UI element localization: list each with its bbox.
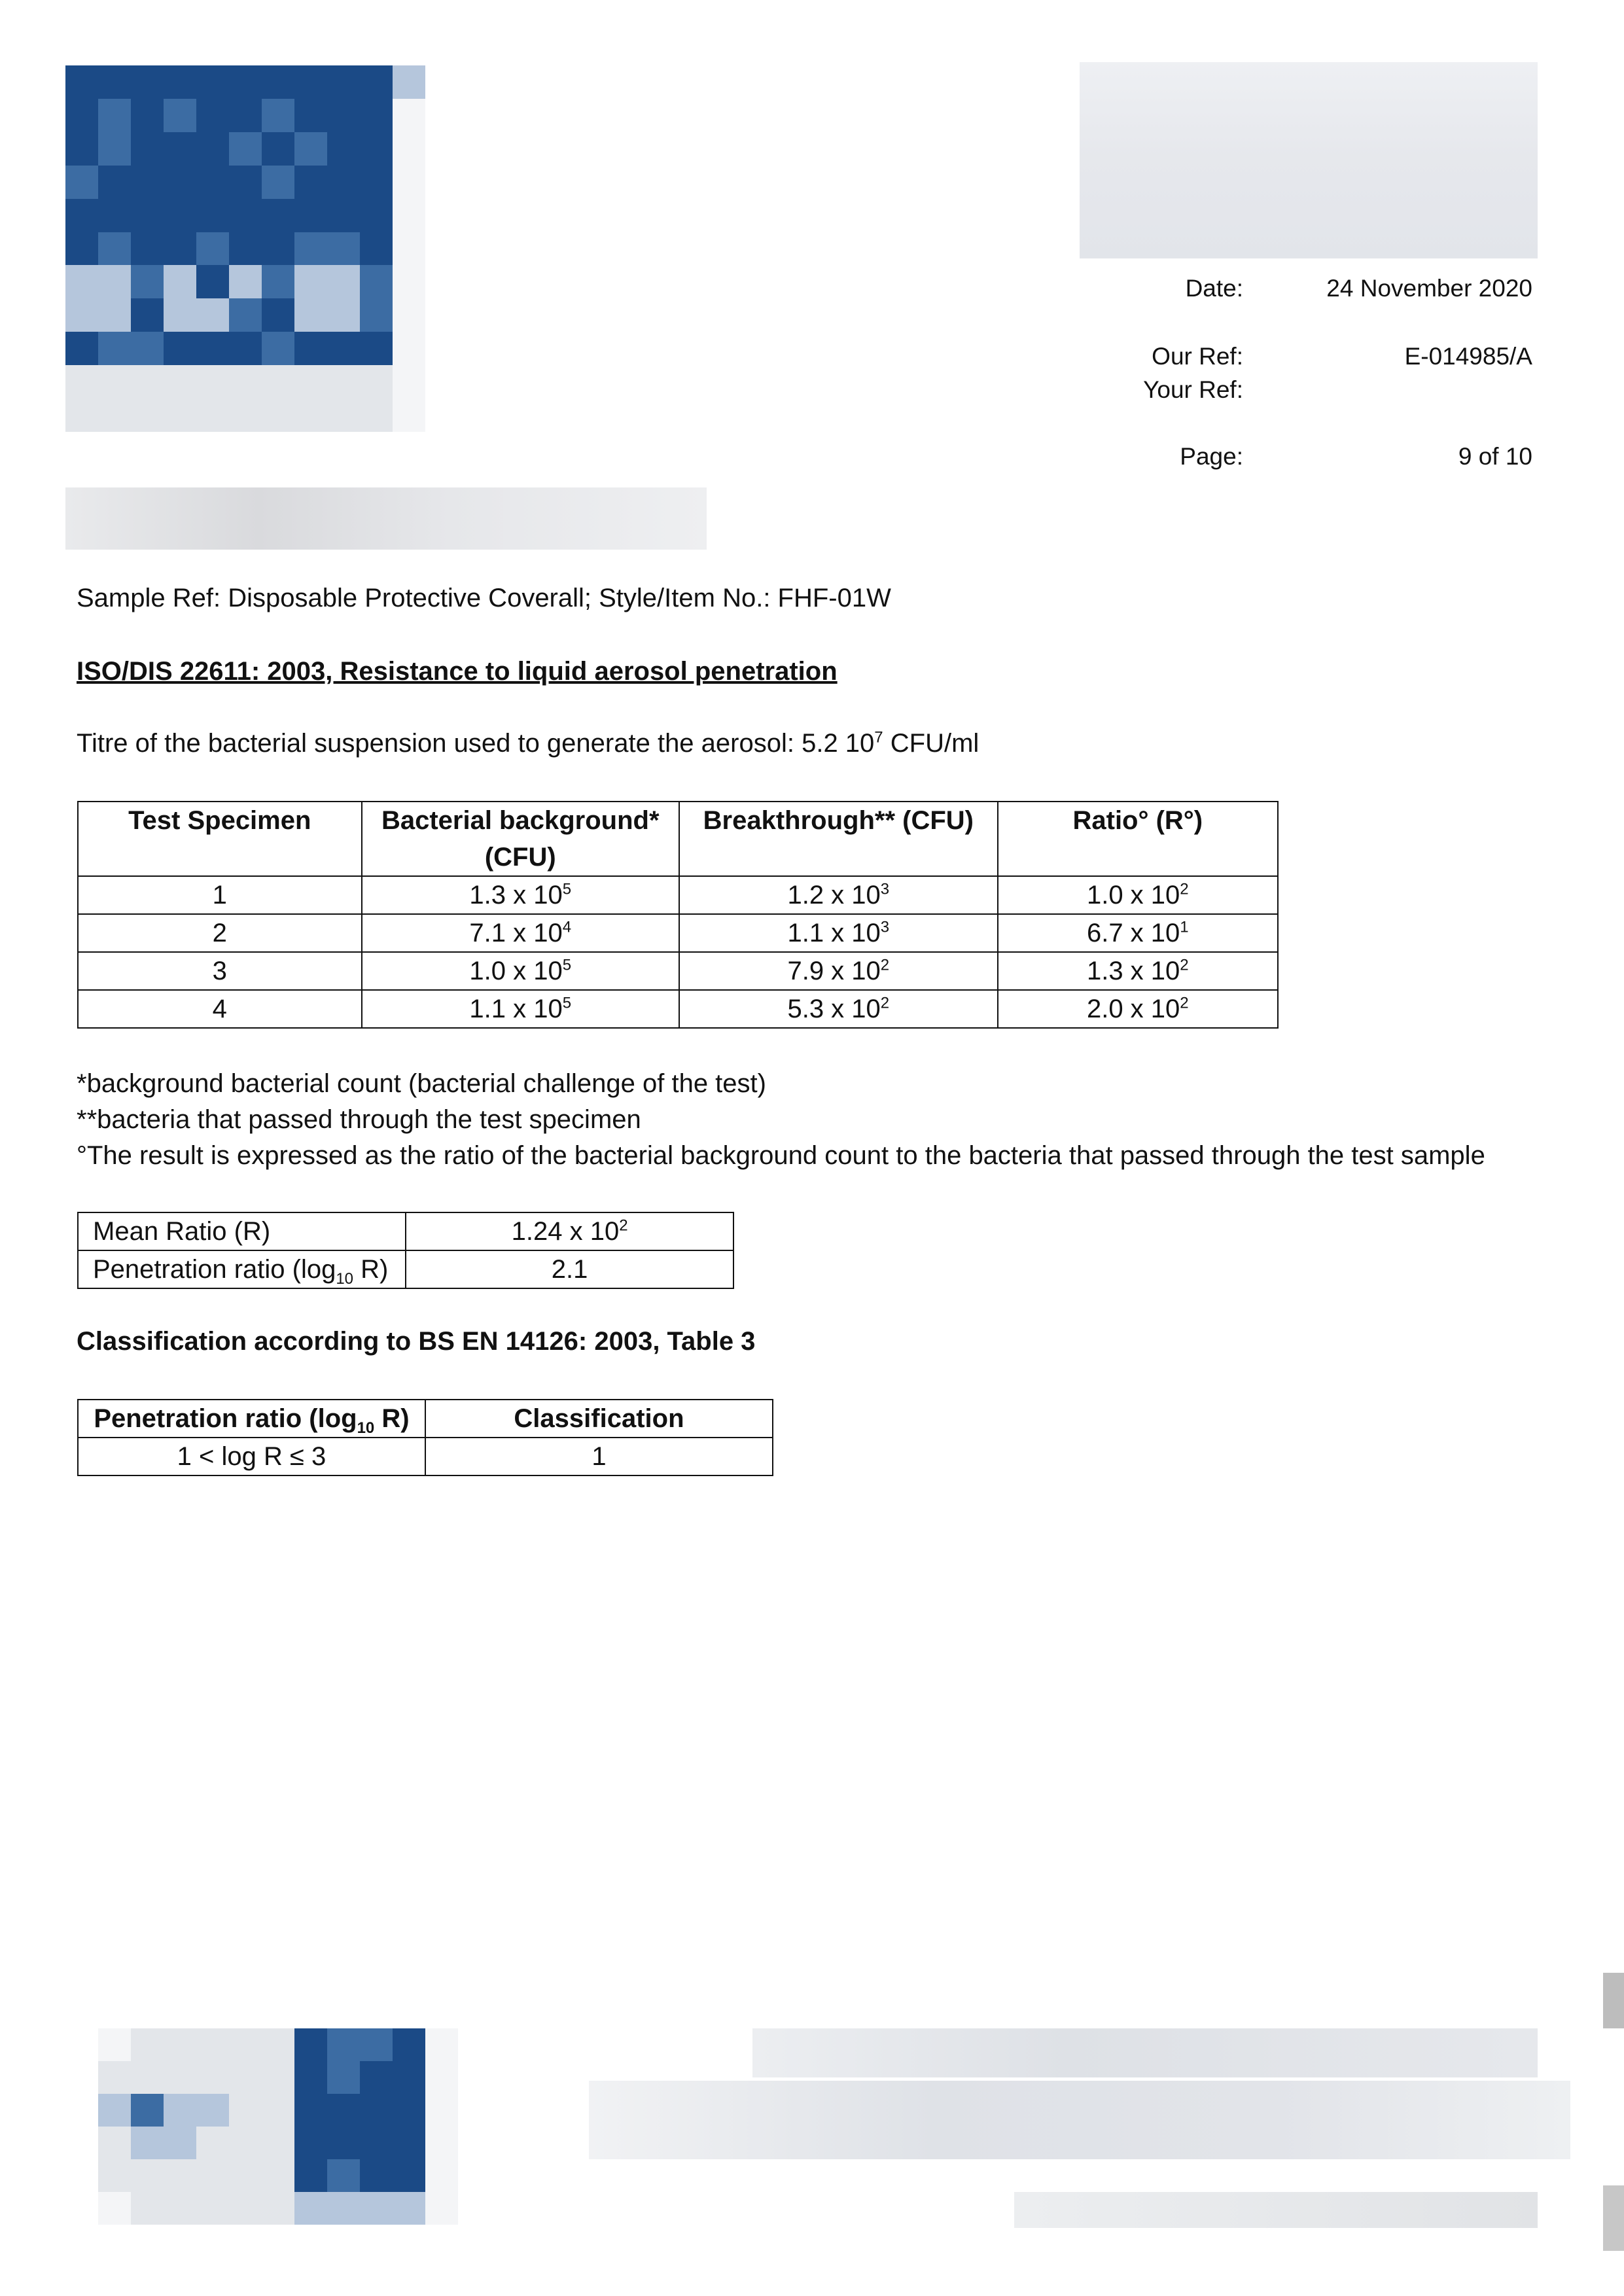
classification-row	[78, 1438, 773, 1475]
cell-bacterial-background: 1.0 x $10^5$	[362, 952, 680, 990]
footer-text-blurred-3	[1014, 2192, 1538, 2228]
titre-suffix: CFU/ml	[883, 729, 980, 758]
footer-text-blurred-1	[752, 2028, 1538, 2077]
header-classification: Classification	[425, 1400, 773, 1438]
header-penetration-ratio: Penetration ratio ($\log_{10}$ R)	[78, 1400, 425, 1438]
header-bacterial-background	[362, 802, 680, 876]
results-header-row	[78, 802, 1278, 876]
titre-prefix: Titre of the bacterial suspension used to generate the aerosol: 5.2 10	[77, 729, 875, 758]
cell-ratio: 1.0 x $10^2$	[998, 876, 1278, 914]
our-ref-value: E-014985/A	[1404, 343, 1532, 370]
cell-specimen: 2	[78, 914, 362, 952]
titre-line	[77, 729, 979, 758]
cell-breakthrough: 1.2 x $10^3$	[679, 876, 998, 914]
header-breakthrough: Breakthrough** (CFU)	[679, 802, 998, 876]
cell-specimen: 4	[78, 990, 362, 1028]
sample-ref: Sample Ref: Disposable Protective Coverall; Style/Item No.: FHF-01W	[77, 584, 891, 612]
header-ratio: Ratio° (R°)	[998, 802, 1278, 876]
classification-value: 1	[425, 1438, 773, 1475]
footnote-background: *background bacterial count (bacterial challenge of the test)	[77, 1069, 766, 1098]
table-row	[78, 876, 1278, 914]
your-ref-label: Your Ref:	[1143, 376, 1243, 403]
section-title: ISO/DIS 22611: 2003, Resistance to liquid aerosol penetration	[77, 657, 838, 686]
classification-range: 1 < log R ≤ 3	[78, 1438, 425, 1475]
header-bg-line2: (CFU)	[484, 843, 556, 872]
classification-header-row	[78, 1400, 773, 1438]
penetration-ratio-label: Penetration ratio ($\log_{10}$ R)	[78, 1250, 406, 1288]
footnote-ratio: °The result is expressed as the ratio of the bacterial background count to the bacteria that passed through the test sample	[77, 1141, 1485, 1170]
cell-ratio: 1.3 x $10^2$	[998, 952, 1278, 990]
footnote-breakthrough: **bacteria that passed through the test specimen	[77, 1105, 641, 1134]
titre-exponent: 7	[874, 728, 883, 747]
cell-ratio: 2.0 x $10^2$	[998, 990, 1278, 1028]
footer-logo	[98, 2028, 458, 2225]
mean-ratio-label: Mean Ratio (R)	[78, 1212, 406, 1250]
table-row	[78, 990, 1278, 1028]
cell-bacterial-background: 1.1 x $10^5$	[362, 990, 680, 1028]
date-label: Date:	[1185, 275, 1243, 302]
edge-mark-2	[1603, 2185, 1624, 2251]
results-body	[78, 876, 1278, 1028]
cell-specimen: 1	[78, 876, 362, 914]
company-address-blurred	[1080, 62, 1538, 258]
cell-ratio: 6.7 x $10^1$	[998, 914, 1278, 952]
cell-breakthrough: 1.1 x $10^3$	[679, 914, 998, 952]
our-ref-label: Our Ref:	[1152, 343, 1243, 370]
footer-text-blurred-2	[589, 2081, 1570, 2159]
penetration-ratio-row	[78, 1250, 733, 1288]
page-value: 9 of 10	[1458, 443, 1532, 470]
mean-ratio-value: 1.24 x $10^2$	[406, 1212, 733, 1250]
edge-mark-1	[1603, 1973, 1624, 2028]
cell-breakthrough: 5.3 x $10^2$	[679, 990, 998, 1028]
header-bg-line1: Bacterial background*	[381, 806, 660, 835]
company-name-blurred	[65, 487, 707, 550]
penetration-ratio-value: 2.1	[406, 1250, 733, 1288]
cell-bacterial-background: 7.1 x $10^4$	[362, 914, 680, 952]
classification-table	[77, 1399, 773, 1476]
date-value: 24 November 2020	[1326, 275, 1532, 302]
cell-bacterial-background: 1.3 x $10^5$	[362, 876, 680, 914]
table-row	[78, 914, 1278, 952]
header-test-specimen: Test Specimen	[78, 802, 362, 876]
mean-ratio-row	[78, 1212, 733, 1250]
cell-specimen: 3	[78, 952, 362, 990]
classification-title: Classification according to BS EN 14126: 2003, Table 3	[77, 1327, 756, 1356]
table-row	[78, 952, 1278, 990]
results-table	[77, 801, 1279, 1029]
page-label: Page:	[1180, 443, 1243, 470]
summary-table	[77, 1212, 734, 1289]
cell-breakthrough: 7.9 x $10^2$	[679, 952, 998, 990]
company-logo	[65, 65, 425, 432]
